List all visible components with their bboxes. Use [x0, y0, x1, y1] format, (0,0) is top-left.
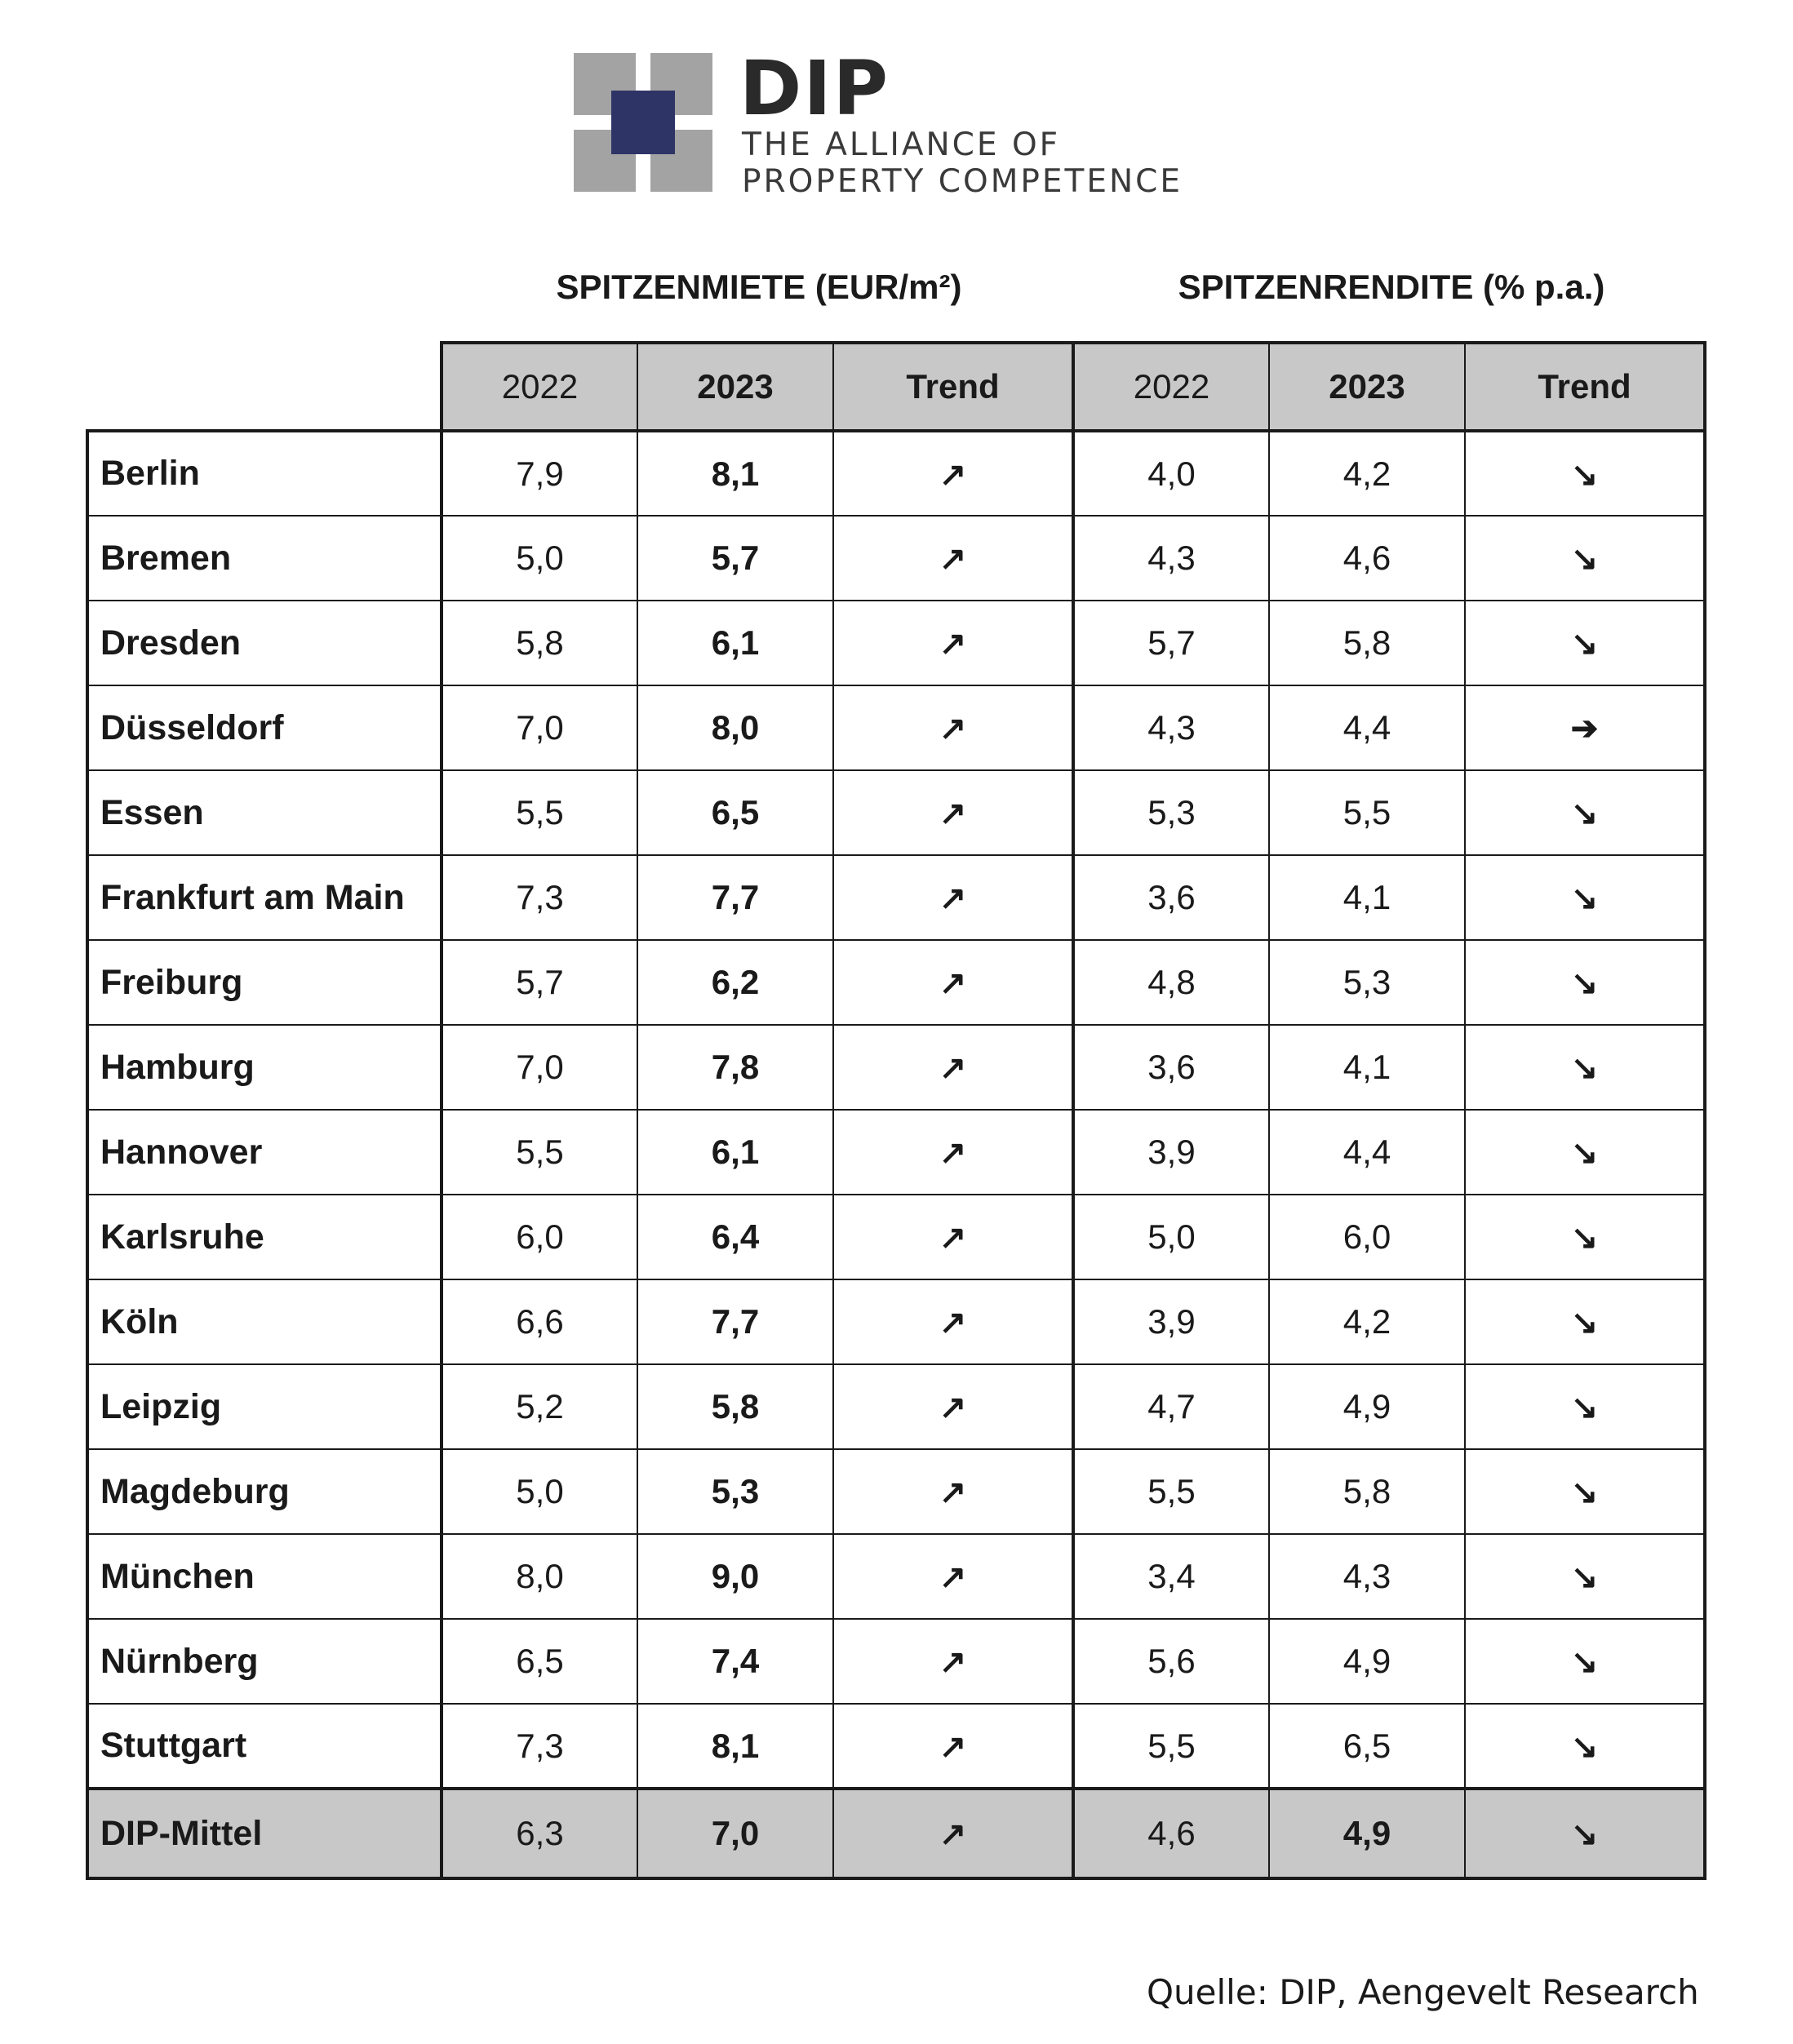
rent-trend-cell — [833, 1704, 1073, 1789]
table-row — [87, 1110, 1705, 1195]
trend-arrow-icon: ↗ — [939, 1728, 967, 1765]
trend-arrow-icon: ↘ — [1570, 1728, 1599, 1765]
yield-2023-cell: 6,5 — [1269, 1704, 1465, 1789]
trend-arrow-icon: ↗ — [939, 1135, 967, 1171]
logo-tagline-1: THE ALLIANCE OF — [742, 126, 1061, 163]
table-row — [87, 601, 1705, 685]
city-cell: DIP-Mittel — [87, 1789, 442, 1878]
yield-trend-cell — [1465, 1110, 1705, 1195]
rent-trend-cell — [833, 1789, 1073, 1878]
trend-arrow-icon: ↘ — [1570, 796, 1599, 831]
yield-2023-cell: 4,4 — [1269, 685, 1465, 770]
rent-2022-cell: 5,8 — [442, 601, 637, 685]
yield-2023-cell: 5,8 — [1269, 1449, 1465, 1534]
trend-arrow-icon: ↘ — [1570, 1135, 1599, 1171]
yield-trend-cell — [1465, 770, 1705, 855]
rent-2023-cell: 6,5 — [637, 770, 833, 855]
rent-2022-cell: 7,9 — [442, 431, 637, 516]
yield-2022-cell: 3,9 — [1073, 1279, 1269, 1364]
yield-2023-cell: 4,6 — [1269, 516, 1465, 601]
rent-2023-cell: 7,4 — [637, 1619, 833, 1704]
yield-2023-cell: 6,0 — [1269, 1195, 1465, 1279]
city-cell: Hamburg — [87, 1025, 442, 1110]
yield-2022-cell: 5,5 — [1073, 1704, 1269, 1789]
trend-arrow-icon: ↗ — [939, 1220, 967, 1256]
city-cell: München — [87, 1534, 442, 1619]
yield-group-heading: SPITZENRENDITE (% p.a.) — [1178, 268, 1605, 306]
yield-2022-cell: 3,6 — [1073, 1025, 1269, 1110]
trend-arrow-icon: ↘ — [1570, 541, 1599, 577]
trend-arrow-icon: ↗ — [939, 1816, 967, 1852]
rent-2022-cell: 5,2 — [442, 1364, 637, 1449]
yield-2022-cell: 5,6 — [1073, 1619, 1269, 1704]
yield-2022-cell: 4,0 — [1073, 431, 1269, 516]
trend-arrow-icon: ↘ — [1570, 1559, 1599, 1595]
city-cell: Karlsruhe — [87, 1195, 442, 1279]
rent-trend-cell — [833, 516, 1073, 601]
yield-2023-cell: 4,2 — [1269, 431, 1465, 516]
rent-trend-cell — [833, 1534, 1073, 1619]
yield-trend-cell — [1465, 940, 1705, 1025]
table-row — [87, 855, 1705, 940]
rent-trend-cell — [833, 1195, 1073, 1279]
table-row — [87, 516, 1705, 601]
table-row — [87, 1364, 1705, 1449]
rent-trend-cell — [833, 770, 1073, 855]
trend-arrow-icon: ↗ — [939, 965, 967, 1001]
yield-2023-cell: 5,5 — [1269, 770, 1465, 855]
yield-trend-cell — [1465, 1619, 1705, 1704]
rent-trend-cell — [833, 1110, 1073, 1195]
rent-trend-cell — [833, 1279, 1073, 1364]
trend-arrow-icon: ↗ — [939, 711, 967, 747]
col-header-yield-trend: Trend — [1465, 343, 1705, 431]
trend-arrow-icon: ➔ — [1570, 711, 1599, 747]
city-cell: Nürnberg — [87, 1619, 442, 1704]
rent-2022-cell: 6,6 — [442, 1279, 637, 1364]
rent-trend-cell — [833, 855, 1073, 940]
rent-2022-cell: 7,0 — [442, 685, 637, 770]
rent-2022-cell: 6,0 — [442, 1195, 637, 1279]
dip-logo-mark-icon — [574, 53, 712, 192]
yield-2022-cell: 4,7 — [1073, 1364, 1269, 1449]
city-cell: Bremen — [87, 516, 442, 601]
trend-arrow-icon: ↘ — [1570, 1474, 1599, 1510]
rent-2022-cell: 5,5 — [442, 770, 637, 855]
col-header-yield-2022: 2022 — [1073, 343, 1269, 431]
yield-trend-cell — [1465, 1279, 1705, 1364]
rent-2023-cell: 6,2 — [637, 940, 833, 1025]
yield-trend-cell — [1465, 1195, 1705, 1279]
source-note: Quelle: DIP, Aengevelt Research — [1147, 1972, 1699, 2012]
city-cell: Frankfurt am Main — [87, 855, 442, 940]
rent-group-heading: SPITZENMIETE (EUR/m²) — [556, 268, 962, 306]
yield-2023-cell: 5,8 — [1269, 601, 1465, 685]
yield-2022-cell: 5,0 — [1073, 1195, 1269, 1279]
column-header-row — [87, 343, 1705, 431]
rent-2023-cell: 6,1 — [637, 1110, 833, 1195]
city-cell: Leipzig — [87, 1364, 442, 1449]
trend-arrow-icon: ↘ — [1570, 626, 1599, 662]
city-cell: Stuttgart — [87, 1704, 442, 1789]
col-header-rent-2022: 2022 — [442, 343, 637, 431]
yield-2022-cell: 4,3 — [1073, 685, 1269, 770]
table-row — [87, 940, 1705, 1025]
trend-arrow-icon: ↗ — [939, 1390, 967, 1425]
rent-2022-cell: 6,5 — [442, 1619, 637, 1704]
yield-2022-cell: 3,6 — [1073, 855, 1269, 940]
yield-2023-cell: 4,3 — [1269, 1534, 1465, 1619]
city-cell: Köln — [87, 1279, 442, 1364]
rent-2023-cell: 7,7 — [637, 855, 833, 940]
rent-2022-cell: 7,0 — [442, 1025, 637, 1110]
yield-trend-cell — [1465, 685, 1705, 770]
city-cell: Düsseldorf — [87, 685, 442, 770]
trend-arrow-icon: ↘ — [1570, 1816, 1599, 1852]
trend-arrow-icon: ↗ — [939, 541, 967, 577]
trend-arrow-icon: ↘ — [1570, 456, 1599, 493]
rent-2023-cell: 7,8 — [637, 1025, 833, 1110]
rent-2022-cell: 8,0 — [442, 1534, 637, 1619]
trend-arrow-icon: ↗ — [939, 1474, 967, 1510]
yield-trend-cell — [1465, 1789, 1705, 1878]
yield-trend-cell — [1465, 1449, 1705, 1534]
rent-2022-cell: 5,0 — [442, 1449, 637, 1534]
trend-arrow-icon: ↘ — [1570, 1220, 1599, 1256]
rent-2023-cell: 9,0 — [637, 1534, 833, 1619]
yield-trend-cell — [1465, 1704, 1705, 1789]
yield-2022-cell: 5,3 — [1073, 770, 1269, 855]
rent-2022-cell: 6,3 — [442, 1789, 637, 1878]
trend-arrow-icon: ↘ — [1570, 1050, 1599, 1086]
trend-arrow-icon: ↘ — [1570, 1390, 1599, 1425]
rent-2022-cell: 5,5 — [442, 1110, 637, 1195]
yield-2022-cell: 4,6 — [1073, 1789, 1269, 1878]
trend-arrow-icon: ↗ — [939, 456, 967, 493]
rent-2023-cell: 6,4 — [637, 1195, 833, 1279]
table-row — [87, 1025, 1705, 1110]
city-cell: Freiburg — [87, 940, 442, 1025]
rent-2023-cell: 5,3 — [637, 1449, 833, 1534]
rent-2022-cell: 7,3 — [442, 1704, 637, 1789]
trend-arrow-icon: ↗ — [939, 626, 967, 662]
table-row — [87, 1279, 1705, 1364]
col-header-rent-2023: 2023 — [637, 343, 833, 431]
rent-2022-cell: 7,3 — [442, 855, 637, 940]
rent-trend-cell — [833, 1025, 1073, 1110]
trend-arrow-icon: ↗ — [939, 880, 967, 916]
table-row — [87, 1195, 1705, 1279]
logo-tagline-2: PROPERTY COMPETENCE — [742, 163, 1183, 200]
rent-2023-cell: 8,0 — [637, 685, 833, 770]
yield-2023-cell: 4,9 — [1269, 1619, 1465, 1704]
yield-2022-cell: 4,8 — [1073, 940, 1269, 1025]
summary-row — [87, 1789, 1705, 1878]
rent-2023-cell: 8,1 — [637, 1704, 833, 1789]
yield-2022-cell: 5,7 — [1073, 601, 1269, 685]
city-cell: Hannover — [87, 1110, 442, 1195]
trend-arrow-icon: ↘ — [1570, 1644, 1599, 1680]
rent-2023-cell: 5,7 — [637, 516, 833, 601]
yield-trend-cell — [1465, 855, 1705, 940]
logo-title: DIP — [739, 45, 890, 132]
yield-2023-cell: 4,1 — [1269, 1025, 1465, 1110]
trend-arrow-icon: ↗ — [939, 1305, 967, 1341]
col-header-yield-2023: 2023 — [1269, 343, 1465, 431]
yield-trend-cell — [1465, 1534, 1705, 1619]
yield-2023-cell: 4,4 — [1269, 1110, 1465, 1195]
yield-trend-cell — [1465, 431, 1705, 516]
rent-trend-cell — [833, 685, 1073, 770]
yield-2022-cell: 3,9 — [1073, 1110, 1269, 1195]
table-row — [87, 1534, 1705, 1619]
rent-2023-cell: 6,1 — [637, 601, 833, 685]
trend-arrow-icon: ↘ — [1570, 1305, 1599, 1341]
city-cell: Dresden — [87, 601, 442, 685]
yield-2023-cell: 4,9 — [1269, 1789, 1465, 1878]
rent-2023-cell: 7,0 — [637, 1789, 833, 1878]
yield-trend-cell — [1465, 1025, 1705, 1110]
yield-2023-cell: 4,1 — [1269, 855, 1465, 940]
rent-trend-cell — [833, 1364, 1073, 1449]
rent-2023-cell: 7,7 — [637, 1279, 833, 1364]
rent-trend-cell — [833, 601, 1073, 685]
col-header-rent-trend: Trend — [833, 343, 1073, 431]
rent-2022-cell: 5,0 — [442, 516, 637, 601]
rent-trend-cell — [833, 431, 1073, 516]
yield-trend-cell — [1465, 516, 1705, 601]
yield-2022-cell: 5,5 — [1073, 1449, 1269, 1534]
city-cell: Berlin — [87, 431, 442, 516]
trend-arrow-icon: ↗ — [939, 796, 967, 831]
table-row — [87, 1449, 1705, 1534]
header-blank — [87, 343, 442, 431]
rent-trend-cell — [833, 1619, 1073, 1704]
trend-arrow-icon: ↗ — [939, 1559, 967, 1595]
yield-trend-cell — [1465, 601, 1705, 685]
rent-trend-cell — [833, 1449, 1073, 1534]
city-cell: Magdeburg — [87, 1449, 442, 1534]
dip-logo — [574, 45, 1183, 200]
city-cell: Essen — [87, 770, 442, 855]
trend-arrow-icon: ↗ — [939, 1050, 967, 1086]
rent-2022-cell: 5,7 — [442, 940, 637, 1025]
yield-2022-cell: 3,4 — [1073, 1534, 1269, 1619]
yield-2023-cell: 5,3 — [1269, 940, 1465, 1025]
rent-2023-cell: 5,8 — [637, 1364, 833, 1449]
yield-trend-cell — [1465, 1364, 1705, 1449]
table-row — [87, 770, 1705, 855]
rent-trend-cell — [833, 940, 1073, 1025]
table-row — [87, 431, 1705, 516]
market-table — [86, 341, 1706, 1880]
table-row — [87, 1704, 1705, 1789]
table-row — [87, 1619, 1705, 1704]
yield-2023-cell: 4,9 — [1269, 1364, 1465, 1449]
table-row — [87, 685, 1705, 770]
trend-arrow-icon: ↘ — [1570, 965, 1599, 1001]
trend-arrow-icon: ↗ — [939, 1644, 967, 1680]
trend-arrow-icon: ↘ — [1570, 880, 1599, 916]
yield-2022-cell: 4,3 — [1073, 516, 1269, 601]
yield-2023-cell: 4,2 — [1269, 1279, 1465, 1364]
rent-2023-cell: 8,1 — [637, 431, 833, 516]
